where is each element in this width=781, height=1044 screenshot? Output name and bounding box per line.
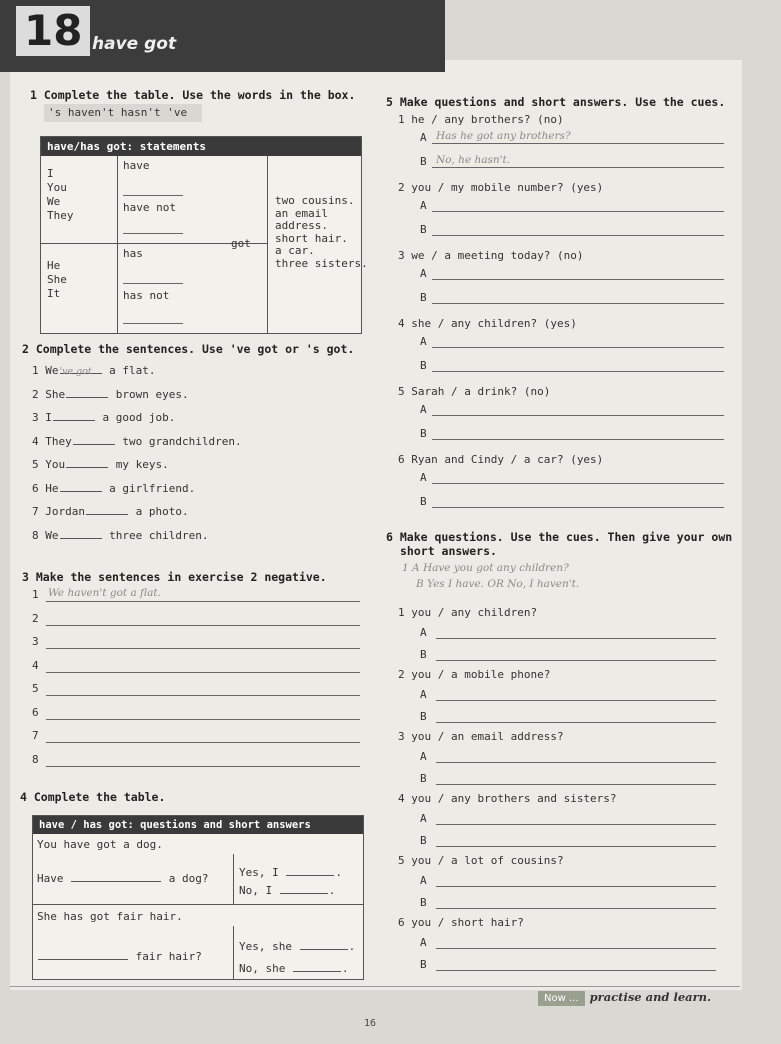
ex5-answer-b[interactable] — [432, 303, 724, 304]
ex6-answer-b[interactable] — [436, 846, 716, 847]
ex5-label-b: B — [420, 495, 427, 508]
r1-blank[interactable] — [71, 872, 161, 882]
ex6-answer-a[interactable] — [436, 824, 716, 825]
unit-number: 18 — [16, 6, 90, 56]
page-number: 16 — [364, 1018, 377, 1029]
ex3-answer-line[interactable] — [46, 672, 360, 673]
ex6-cue — [398, 916, 524, 929]
ex2-answer-blank[interactable] — [60, 482, 102, 492]
ex5-item-number: 1 — [398, 113, 405, 126]
ex6-label-b: B — [420, 896, 427, 909]
ex2-item-number: 6 — [32, 481, 39, 495]
ex3-instruction: 3 Make the sentences in exercise 2 negative. — [22, 570, 327, 584]
ex2-item-subject: She — [45, 387, 66, 401]
ex6-item-number: 3 — [398, 730, 405, 743]
ex5-item-number: 6 — [398, 453, 405, 466]
ex3-answer-line[interactable] — [46, 695, 360, 696]
r2-yes: Yes, she . — [239, 940, 356, 953]
ex2-item-subject: You — [45, 458, 66, 471]
r2-statement: She has got fair hair. — [37, 910, 183, 923]
ex5-label-b: B — [420, 291, 427, 304]
ex5-label-a: A — [420, 267, 427, 280]
ex3-item-number: 1 — [32, 588, 39, 601]
ex6-answer-a[interactable] — [436, 886, 716, 887]
ex6-item-cue: you / an email address? — [411, 730, 564, 743]
word-box-text: 's haven't hasn't 've — [48, 106, 188, 119]
ex6-label-a: A — [420, 750, 427, 763]
ex5-cue — [398, 385, 550, 398]
ex5-label-b: B — [420, 427, 427, 440]
ex5-answer-a[interactable] — [432, 347, 724, 348]
ex3-item-number: 8 — [32, 752, 39, 766]
ex6-example-2: B Yes I have. OR No, I haven't. — [416, 578, 580, 590]
now-badge: Now ... — [538, 991, 585, 1006]
ex2-answer-blank[interactable] — [53, 411, 95, 421]
ex2-item-rest: two grandchildren. — [122, 434, 242, 448]
ex2-item-rest: brown eyes. — [115, 387, 189, 401]
ex5-cue — [398, 317, 577, 330]
ex2-item — [32, 458, 169, 471]
ex6-answer-b[interactable] — [436, 784, 716, 785]
questions-table-title: have / has got: questions and short answers — [33, 816, 363, 834]
ex5-answer-b-text: No, he hasn't. — [436, 154, 511, 166]
ex2-item-subject: He — [45, 481, 59, 495]
ex6-cue — [398, 606, 537, 619]
ex6-item-number: 4 — [398, 792, 405, 805]
ex2-item — [32, 364, 155, 377]
ex6-item-number: 5 — [398, 854, 405, 867]
ex3-example: We haven't got a flat. — [48, 587, 161, 599]
ex2-answer-blank[interactable] — [86, 505, 128, 515]
ex6-item-number: 1 — [398, 606, 405, 619]
ex2-item — [32, 388, 189, 401]
ex3-answer-line[interactable] — [46, 742, 360, 743]
ex3-item-number: 2 — [32, 611, 39, 625]
ex6-cue — [398, 668, 550, 681]
ex5-label-b: B — [420, 155, 427, 168]
ex2-answer-blank[interactable] — [73, 435, 115, 445]
ex6-label-b: B — [420, 648, 427, 661]
ex6-answer-a[interactable] — [436, 762, 716, 763]
ex2-item-number: 7 — [32, 505, 39, 518]
ex5-item-cue: he / any brothers? (no) — [411, 113, 564, 126]
ex2-item-number: 2 — [32, 387, 39, 401]
ex2-item — [32, 529, 208, 542]
r1-statement: You have got a dog. — [37, 838, 163, 851]
ex5-answer-a[interactable] — [432, 211, 724, 212]
ex5-cue — [398, 453, 603, 466]
ex6-answer-b[interactable] — [436, 722, 716, 723]
objects-cell: two cousins. an email address. short hair. a car. three sisters. — [275, 194, 368, 270]
ex6-cue — [398, 730, 564, 743]
ex6-cue — [398, 854, 564, 867]
ex3-answer-line[interactable] — [46, 719, 360, 720]
r2-no: No, she . — [239, 962, 349, 975]
ex6-example-1: 1 A Have you got any children? — [402, 562, 569, 574]
ex3-item-number: 6 — [32, 705, 39, 719]
ex3-item-number: 4 — [32, 658, 39, 672]
ex2-answer-blank[interactable] — [66, 388, 108, 398]
ex5-item-number: 4 — [398, 317, 405, 330]
ex2-item-rest: a good job. — [102, 411, 176, 424]
ex2-item-rest: a girlfriend. — [109, 481, 196, 495]
r2-yes-blank[interactable] — [300, 940, 348, 950]
ex5-item-cue: Ryan and Cindy / a car? (yes) — [411, 453, 604, 466]
ex6-item-cue: you / short hair? — [411, 916, 524, 929]
ex2-item — [32, 435, 242, 448]
ex5-cue — [398, 113, 564, 126]
ex5-answer-a[interactable] — [432, 415, 724, 416]
statements-table: have/has got: statements I You We They He She It have have not has has not got two cousins. an email address. short hair. a car. three sisters. — [40, 136, 362, 334]
ex6-item-cue: you / a lot of cousins? — [411, 854, 564, 867]
now-tagline: practise and learn. — [589, 990, 712, 1004]
ex6-answer-b[interactable] — [436, 970, 716, 971]
ex2-item-subject: They — [45, 434, 72, 448]
ex5-answer-b[interactable] — [432, 371, 724, 372]
ex6-item-cue: you / any children? — [411, 606, 538, 619]
got-cell: got — [231, 237, 251, 250]
ex5-label-a: A — [420, 199, 427, 212]
r1-no-blank[interactable] — [280, 884, 328, 894]
ex5-label-b: B — [420, 223, 427, 236]
ex5-label-a: A — [420, 403, 427, 416]
r1-yes-blank[interactable] — [286, 866, 334, 876]
ex5-instruction: 5 Make questions and short answers. Use the cues. — [386, 95, 726, 109]
ex2-answer-blank[interactable] — [66, 458, 108, 468]
r2-no-blank[interactable] — [293, 962, 341, 972]
ex5-item-number: 3 — [398, 249, 405, 262]
ex6-label-a: A — [420, 936, 427, 949]
ex5-answer-a-text: Has he got any brothers? — [436, 130, 571, 142]
ex2-answer-blank[interactable] — [60, 529, 102, 539]
ex5-answer-a[interactable] — [432, 279, 724, 280]
ex6-label-a: A — [420, 874, 427, 887]
ex6-item-number: 2 — [398, 668, 405, 681]
ex3-answer-line[interactable] — [46, 648, 360, 649]
ex6-answer-a[interactable] — [436, 700, 716, 701]
ex6-item-number: 6 — [398, 916, 405, 929]
ex4-instruction: 4 Complete the table. — [20, 790, 166, 804]
ex6-answer-a[interactable] — [436, 638, 716, 639]
now-banner — [538, 986, 728, 1008]
ex5-answer-b[interactable] — [432, 507, 724, 508]
ex1-instruction: 1 Complete the table. Use the words in the box. — [30, 88, 356, 102]
ex3-answer-line[interactable] — [46, 625, 360, 626]
unit-title: have got — [92, 34, 177, 54]
ex2-item-number: 3 — [32, 411, 39, 424]
ex2-item-rest: three children. — [109, 528, 209, 542]
ex6-item-cue: you / any brothers and sisters? — [411, 792, 617, 805]
ex5-item-cue: you / my mobile number? (yes) — [411, 181, 604, 194]
ex6-answer-b[interactable] — [436, 908, 716, 909]
unit-header — [0, 0, 445, 72]
ex6-instruction: 6 Make questions. Use the cues. Then give your own — [386, 530, 733, 544]
ex5-answer-b[interactable] — [432, 439, 724, 440]
ex6-label-b: B — [420, 958, 427, 971]
ex6-answer-a[interactable] — [436, 948, 716, 949]
ex2-item-subject: Jordan — [45, 505, 85, 518]
ex5-answer-b[interactable] — [432, 167, 724, 168]
ex2-item-rest: a photo. — [135, 505, 189, 518]
ex2-item — [32, 482, 195, 495]
ex5-answer-a[interactable] — [432, 143, 724, 144]
ex6-answer-b[interactable] — [436, 660, 716, 661]
ex5-label-a: A — [420, 471, 427, 484]
ex2-item-number: 4 — [32, 434, 39, 448]
ex5-item-cue: we / a meeting today? (no) — [411, 249, 584, 262]
statements-table-title: have/has got: statements — [41, 137, 361, 156]
ex5-item-number: 2 — [398, 181, 405, 194]
ex3-answer-line[interactable] — [46, 601, 360, 602]
ex5-item-cue: Sarah / a drink? (no) — [411, 385, 551, 398]
ex2-instruction: 2 Complete the sentences. Use 've got or 's got. — [22, 342, 355, 356]
ex2-item-rest: a flat. — [109, 364, 156, 377]
ex2-item-subject: We — [45, 364, 59, 377]
ex5-label-a: A — [420, 335, 427, 348]
ex2-item-number: 5 — [32, 458, 39, 471]
ex2-item-number: 1 — [32, 364, 39, 377]
ex2-answer-text: 've got — [59, 366, 92, 377]
ex6-instruction-2: short answers. — [400, 544, 497, 558]
ex3-item-number: 3 — [32, 635, 39, 648]
ex6-label-b: B — [420, 772, 427, 785]
ex6-label-a: A — [420, 626, 427, 639]
r2-blank[interactable] — [38, 950, 128, 960]
ex2-item — [32, 411, 175, 424]
ex6-label-a: A — [420, 688, 427, 701]
ex6-cue — [398, 792, 617, 805]
ex5-answer-a[interactable] — [432, 483, 724, 484]
ex5-label-a: A — [420, 131, 427, 144]
ex3-item-number: 5 — [32, 682, 39, 695]
ex5-label-b: B — [420, 359, 427, 372]
ex6-label-b: B — [420, 834, 427, 847]
ex3-answer-line[interactable] — [46, 766, 360, 767]
r1-yes: Yes, I . — [239, 866, 342, 879]
ex2-item — [32, 505, 189, 518]
r1-no: No, I . — [239, 884, 336, 897]
ex5-cue — [398, 249, 583, 262]
ex2-item-subject: I — [45, 411, 52, 424]
ex6-item-cue: you / a mobile phone? — [411, 668, 551, 681]
pronouns-group-1: I You We They — [47, 167, 74, 222]
ex3-item-number: 7 — [32, 729, 39, 742]
ex6-label-a: A — [420, 812, 427, 825]
r1-question: Have a dog? — [37, 872, 209, 885]
word-box — [44, 104, 202, 122]
ex6-label-b: B — [420, 710, 427, 723]
pronouns-group-2: He She It — [47, 259, 67, 300]
ex2-item-subject: We — [45, 528, 59, 542]
r2-question: fair hair? — [37, 950, 202, 963]
ex2-item-number: 8 — [32, 528, 39, 542]
ex2-answer-blank[interactable] — [59, 364, 102, 377]
questions-table — [32, 815, 364, 980]
ex5-item-number: 5 — [398, 385, 405, 398]
ex2-item-rest: my keys. — [115, 458, 169, 471]
ex5-answer-b[interactable] — [432, 235, 724, 236]
ex5-item-cue: she / any children? (yes) — [411, 317, 577, 330]
ex5-cue — [398, 181, 603, 194]
